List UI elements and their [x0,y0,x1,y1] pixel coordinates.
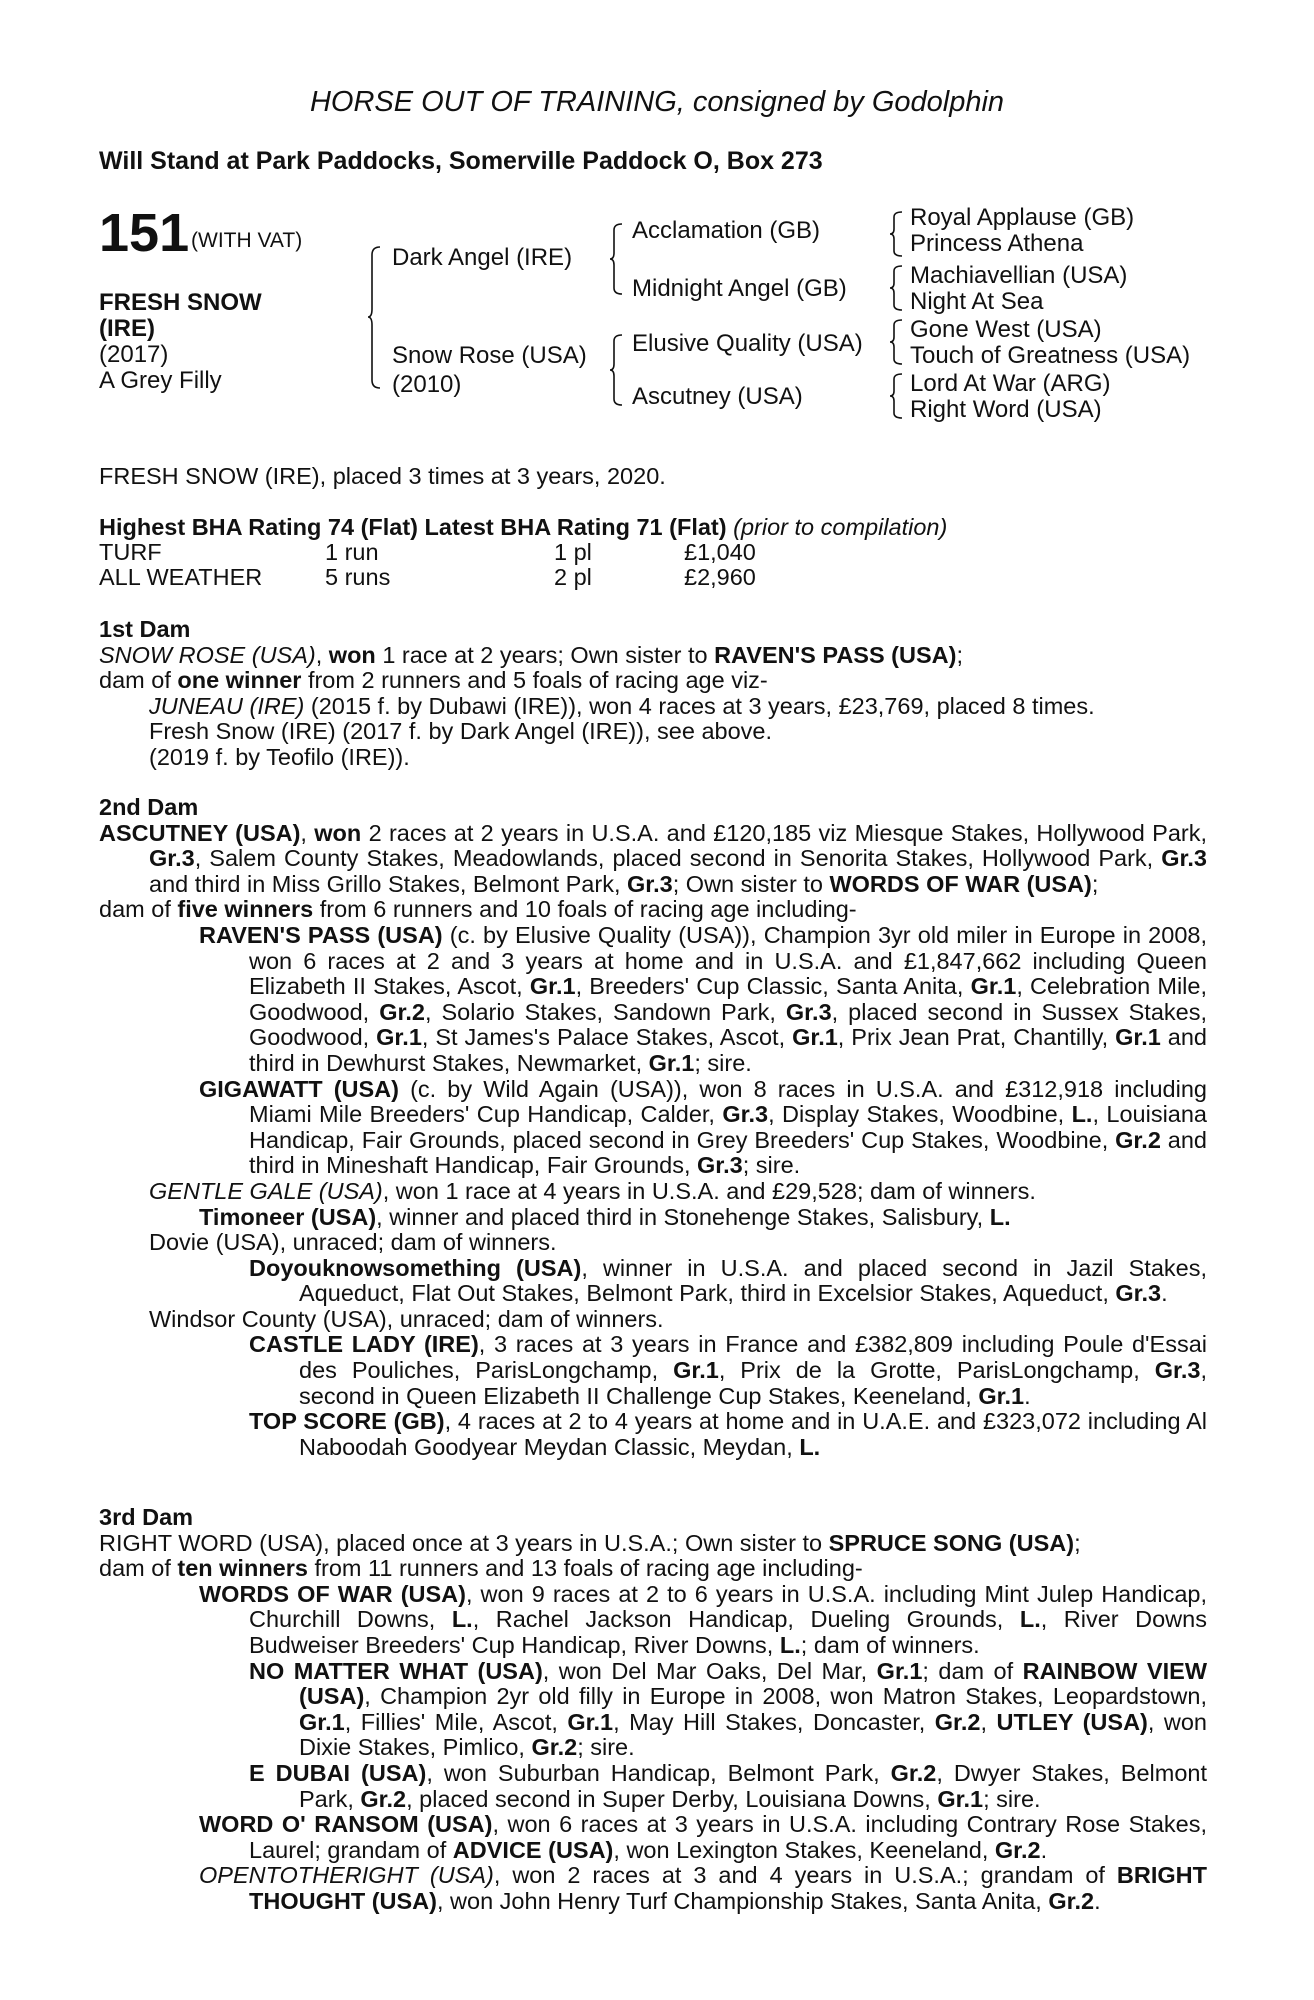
dam-year: (2010) [392,371,462,398]
paragraph: dam of ten winners from 11 runners and 13 foals of racing age including- [99,1555,863,1582]
sds: Machiavellian (USA) [910,262,1128,289]
paragraph: NO MATTER WHAT (USA), won Del Mar Oaks, Del Mar, Gr.1; dam of RAINBOW VIEW (USA), Champion 2yr old filly in Europe in 2008, won Matron Stakes, Leopardstown, Gr.1, Fillies' Mile, Ascot, Gr.1, May Hill Stakes, Doncaster, Gr.2, UTLEY (USA), won Dixie Stakes, Pimlico, Gr.2; sire. [249,1657,1207,1761]
pedigree-brace-sire [610,222,624,296]
pedigree-brace-ss [890,210,904,258]
venue-line: Will Stand at Park Paddocks, Somerville Paddock O, Box 273 [99,147,823,175]
paragraph: dam of one winner from 2 runners and 5 foals of racing age viz- [99,667,768,694]
page-title: HORSE OUT OF TRAINING, consigned by Godolphin [309,86,1005,118]
paragraph: WORDS OF WAR (USA), won 9 races at 2 to 6 years in U.S.A. including Mint Julep Handicap, Churchill Downs, L., Rachel Jackson Handicap, Dueling Grounds, L., River Downs Budweiser Breeders' Cup Handicap, River Downs, L.; dam of winners. [199,1580,1208,1658]
sire-sire: Acclamation (GB) [632,217,821,244]
rating-text: Highest BHA Rating 74 (Flat) Latest BHA Rating 71 (Flat) [99,514,727,540]
race-summary: FRESH SNOW (IRE), placed 3 times at 3 years, 2020. [99,463,666,489]
paragraph: Doyouknowsomething (USA), winner in U.S.A. and placed second in Jazil Stakes, Aqueduct, Flat Out Stakes, Belmont Park, third in Excelsior Stakes, Aqueduct, Gr.3. [249,1254,1207,1307]
dam-sire: Elusive Quality (USA) [632,330,863,357]
sire-dam: Midnight Angel (GB) [632,275,847,302]
horse-desc: A Grey Filly [99,367,222,394]
paragraph: ASCUTNEY (USA), won 2 races at 2 years in U.S.A. and £120,185 viz Miesque Stakes, Hollywood Park, Gr.3, Salem County Stakes, Meadowlands, placed second in Senorita Stakes, Hollywood Park, Gr.3 and third in Miss Grillo Stakes, Belmont Park, Gr.3; Own sister to WORDS OF WAR (USA); [99,819,1207,897]
pedigree-brace-main [368,245,382,390]
paragraph: GENTLE GALE (USA), won 1 race at 4 years in U.S.A. and £29,528; dam of winners. [149,1177,1036,1204]
money: £2,960 [684,564,756,590]
paragraph: SNOW ROSE (USA), won 1 race at 2 years; Own sister to RAVEN'S PASS (USA); [99,641,963,668]
paragraph: RAVEN'S PASS (USA) (c. by Elusive Quality (USA)), Champion 3yr old miler in Europe in 2008, won 6 races at 2 and 3 years at home and in U.S.A. and £1,847,662 including Queen Elizabeth II Stakes, Ascot, Gr.1, Breeders' Cup Classic, Santa Anita, Gr.1, Celebration Mile, Goodwood, Gr.2, Solario Stakes, Sandown Park, Gr.3, placed second in Sussex Stakes, Goodwood, Gr.1, St James's Palace Stakes, Ascot, Gr.1, Prix Jean Prat, Chantilly, Gr.1 and third in Dewhurst Stakes, Newmarket, Gr.1; sire. [199,921,1207,1076]
vat-label: (WITH VAT) [191,229,303,252]
paragraph: Fresh Snow (IRE) (2017 f. by Dark Angel (IRE)), see above. [149,718,773,745]
section-heading: 3rd Dam [99,1504,194,1530]
pedigree-brace-dam [610,333,624,407]
runs: 1 run [325,539,379,565]
horse-year: (2017) [99,341,169,368]
paragraph: Windsor County (USA), unraced; dam of winners. [149,1305,664,1332]
placed: 1 pl [554,539,592,565]
paragraph: OPENTOTHERIGHT (USA), won 2 races at 3 and 4 years in U.S.A.; grandam of BRIGHT THOUGHT (USA), won John Henry Turf Championship Stakes, Santa Anita, Gr.2. [199,1862,1207,1914]
section-heading: 1st Dam [99,616,191,642]
ddd: Right Word (USA) [910,396,1102,423]
paragraph: dam of five winners from 6 runners and 10 foals of racing age including- [99,896,857,923]
paragraph: TOP SCORE (GB), 4 races at 2 to 4 years at home and in U.A.E. and £323,072 including Al Naboodah Goodyear Meydan Classic, Meydan, L. [249,1408,1207,1460]
horse-suffix: (IRE) [99,315,155,342]
sire: Dark Angel (IRE) [392,244,573,271]
rating-line [99,515,947,541]
pedigree-brace-ds [890,318,904,366]
paragraph: CASTLE LADY (IRE), 3 races at 3 years in France and £382,809 including Poule d'Essai des Pouliches, ParisLongchamp, Gr.1, Prix de la Grotte, ParisLongchamp, Gr.3, second in Queen Elizabeth II Challenge Cup Stakes, Keeneland, Gr.1. [249,1331,1207,1409]
paragraph: (2019 f. by Teofilo (IRE)). [149,743,410,770]
pedigree-brace-dd [890,372,904,420]
lot-number: 151 [99,203,190,263]
first-dam-section [99,617,1207,771]
runs: 5 runs [325,564,391,590]
paragraph: Timoneer (USA), winner and placed third in Stonehenge Stakes, Salisbury, L. [199,1203,1011,1230]
paragraph: Dovie (USA), unraced; dam of winners. [149,1229,557,1256]
sdd: Night At Sea [910,288,1044,315]
ssd: Princess Athena [910,230,1084,257]
placed: 2 pl [554,564,592,590]
horse-name: FRESH SNOW [99,289,262,316]
section-heading: 2nd Dam [99,794,199,820]
dam-dam: Ascutney (USA) [632,383,803,410]
surface: ALL WEATHER [99,564,263,590]
third-dam-section [99,1505,1207,1915]
paragraph: GIGAWATT (USA) (c. by Wild Again (USA)), won 8 races in U.S.A. and £312,918 including Miami Mile Breeders' Cup Handicap, Calder, Gr.3, Display Stakes, Woodbine, L., Louisiana Handicap, Fair Grounds, placed second in Grey Breeders' Cup Stakes, Woodbine, Gr.2 and third in Mineshaft Handicap, Fair Grounds, Gr.3; sire. [199,1075,1208,1179]
dsd: Touch of Greatness (USA) [910,342,1191,369]
surface: TURF [99,539,162,565]
money: £1,040 [684,539,756,565]
rating-note: (prior to compilation) [733,514,948,540]
dss: Gone West (USA) [910,316,1102,343]
paragraph: JUNEAU (IRE) (2015 f. by Dubawi (IRE)), won 4 races at 3 years, £23,769, placed 8 times. [149,692,1095,719]
horse-block [99,290,262,394]
dam: Snow Rose (USA) [392,342,587,369]
sss: Royal Applause (GB) [910,204,1135,231]
dds: Lord At War (ARG) [910,370,1111,397]
pedigree-brace-sd [890,264,904,312]
second-dam-section [99,795,1207,1460]
paragraph: WORD O' RANSOM (USA), won 6 races at 3 years in U.S.A. including Contrary Rose Stakes, Laurel; grandam of ADVICE (USA), won Lexington Stakes, Keeneland, Gr.2. [199,1811,1207,1863]
paragraph: E DUBAI (USA), won Suburban Handicap, Belmont Park, Gr.2, Dwyer Stakes, Belmont Park, Gr.2, placed second in Super Derby, Louisiana Downs, Gr.1; sire. [249,1759,1207,1812]
paragraph: RIGHT WORD (USA), placed once at 3 years in U.S.A.; Own sister to SPRUCE SONG (USA); [99,1529,1081,1556]
